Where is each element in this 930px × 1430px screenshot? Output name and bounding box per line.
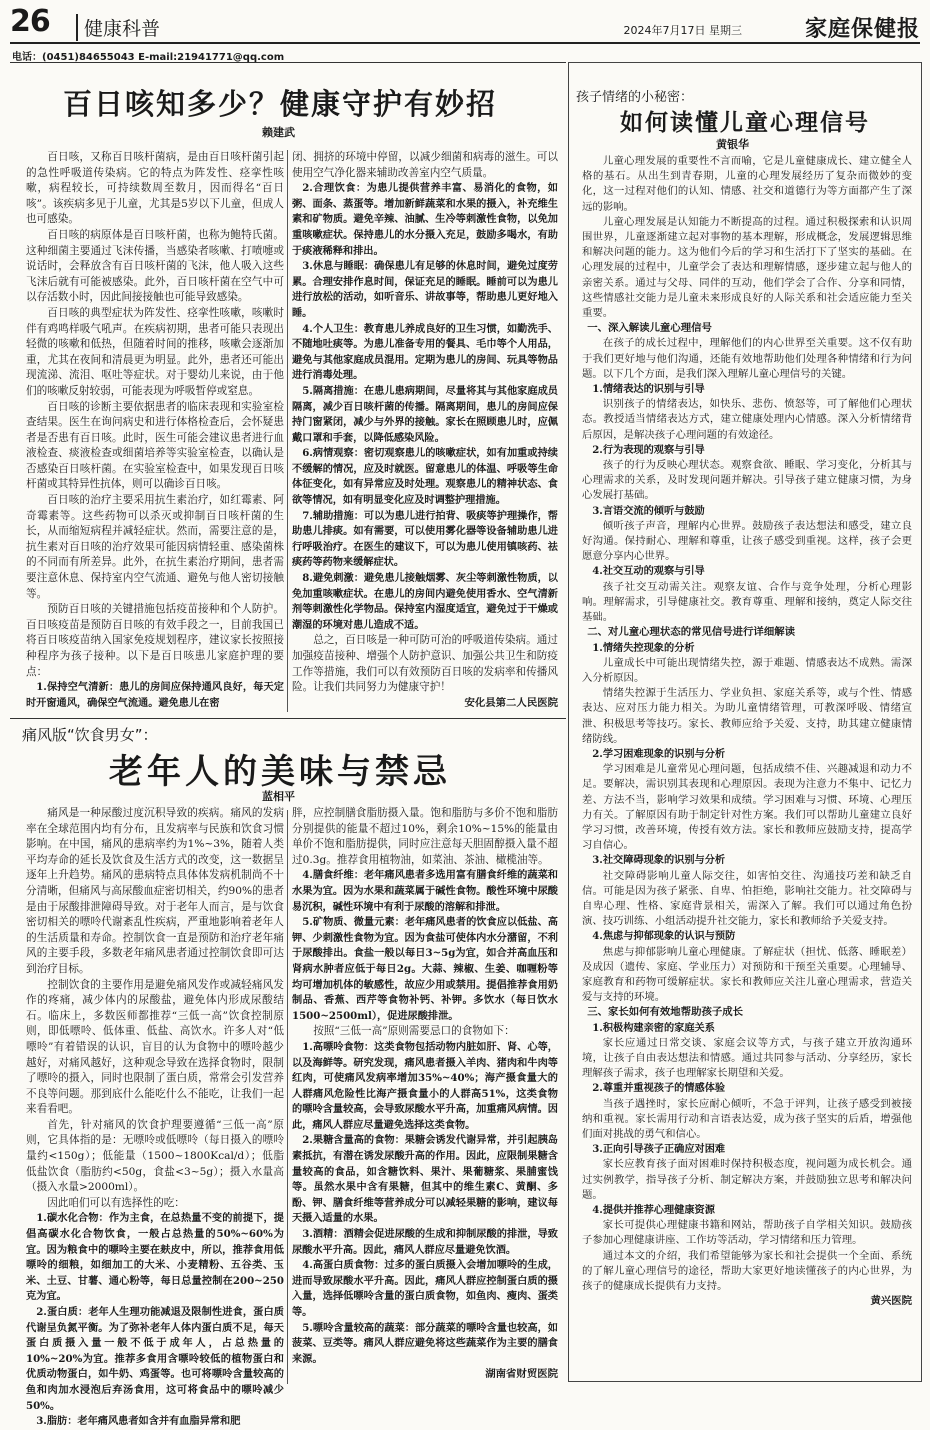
column-divider: [287, 810, 288, 1384]
subheading: 2.学习困难现象的识别与分析: [592, 747, 726, 760]
paragraph: 学习困难是儿童常见心理问题，包括成绩不佳、兴趣减退和动力不足。要解决，需识别其表现和心理原因。表现为注意力不集中、记忆力差、方法不当，影响学习效果和成绩。学习困难与习惯、环境、心理压力有关。了解原因有助于制定针对性方案。我们可以帮助儿童建立良好学习习惯，改善环境，传授有效方法。家长和教师应鼓励支持，提高学习自信心。: [582, 763, 912, 852]
subheading: 1.高嘌呤食物：这类食物包括动物内脏如肝、肾、心等，以及海鲜等。研究发现，痛风患者摄入羊肉、猪肉和牛肉等红肉，可使痛风发病率增加35%~40%；海产摄食量大的人群痛风危险性比海产摄食量小的人群高51%，这类食物的嘌呤含量较高，会导致尿酸水平升高，加重痛风病情。因此，痛风人群应尽量避免选择这类食物。: [292, 1040, 558, 1131]
paragraph: 因此咱们可以有选择性的吃：: [47, 1196, 185, 1209]
subheading: 3.言语交流的倾听与鼓励: [592, 504, 705, 517]
subheading: 3.正向引导孩子正确应对困难: [592, 1143, 726, 1156]
subheading: 2.果糖含量高的食物：果糖会诱发代谢异常，并引起胰岛素抵抗，有潜在诱发尿酸升高的作用。因此，应限制果糖含量较高的食品，如含糖饮料、果汁、果葡糖浆、果脯蜜饯等。虽然水果中含有果糖，但其中的维生素C、黄酮、多酚、钾、膳食纤维等营养成分可以减轻果糖的影响，建议每天摄入适量的水果。: [292, 1134, 558, 1225]
paragraph: 当孩子遇挫时，家长应耐心倾听，不急于评判，让孩子感受到被接纳和重视。家长需用行动和言语表达爱，成为孩子坚实的后盾，增强他们面对挑战的勇气和信心。: [582, 1097, 912, 1140]
contact-info: 电话：(0451)84655043 E-mail:21941771@qq.com: [12, 52, 285, 63]
article3-body: [582, 154, 912, 1380]
paragraph: 家长应通过日常交谈、家庭会议等方式，与孩子建立开放沟通环境，让孩子自由表达想法和情感。通过共同参与活动、分享经历，家长理解孩子需求，孩子也理解家长期望和关爱。: [582, 1036, 912, 1080]
article-divider: [10, 718, 566, 719]
subheading: 1.碳水化合物：作为主食，在总热量不变的前提下，提倡高碳水化合物饮食，一般占总热量的50%~60%为宜。因为粮食中的嘌呤主要在麸皮中，所以，推荐食用低嘌呤的细粮，如细加工的大米、小麦精粉、五谷类、玉米、土豆、甘薯、通心粉等，每日总量控制在200~250克为宜。: [26, 1212, 284, 1303]
subheading: 1.积极构建亲密的家庭关系: [592, 1021, 715, 1034]
paragraph: 家长可提供心理健康书籍和网站，帮助孩子自学相关知识。鼓励孩子参加心理健康讲座、工作坊等活动，学习情绪和压力管理。: [582, 1219, 912, 1247]
subheading: 3.休息与睡眠：确保患儿有足够的休息时间，避免过度劳累。合理安排作息时间，保证充足的睡眠。睡前可以为患儿进行放松的活动，如听音乐、讲故事等，帮助患儿更好地入睡。: [292, 260, 558, 319]
subheading: 1.情绪失控现象的分析: [592, 641, 695, 654]
article3-kicker: 孩子情绪的小秘密：: [576, 90, 694, 105]
paragraph: 胖，应控制膳食脂肪摄入量。饱和脂肪与多价不饱和脂肪分别提供的能量不超过10%，剩余10%~15%的能量由单价不饱和脂肪提供，同时应注意每天胆固醇摄入量不超过0.3g。推荐食用植物油，如菜油、茶油、橄榄油等。: [292, 807, 558, 866]
paragraph: 闭、拥挤的环境中停留，以减少细菌和病毒的滋生。可以使用空气净化器来辅助改善室内空气质量。: [292, 151, 558, 179]
paragraph: 百日咳的治疗主要采用抗生素治疗，如红霉素、阿奇霉素等。这些药物可以杀灭或抑制百日咳杆菌的生长，从而缩短病程并减轻症状。然而，需要注意的是，抗生素对百日咳的治疗效果可能因病情轻重、感染菌株的不同而有所差异。此外，在抗生素治疗期间，患者需要注意休息、保持室内空气流通、避免与他人密切接触等。: [26, 494, 284, 600]
subheading: 4.提供并推荐心理健康资源: [592, 1204, 715, 1217]
paragraph: 家长应教育孩子面对困难时保持积极态度，视问题为成长机会。通过实例教学，指导孩子分析、制定解决方案，并鼓励独立思考和解决问题。: [582, 1158, 912, 1201]
paragraph: 在孩子的成长过程中，理解他们的内心世界至关重要。这不仅有助于我们更好地与他们沟通，还能有效地帮助他们处理各种情绪和行为问题。以下几个方面，是我们深入理解儿童心理信号的关键。: [582, 337, 912, 380]
article1-column-2: [292, 150, 558, 716]
subheading: 5.嘌呤含量较高的蔬菜：部分蔬菜的嘌呤含量也较高，如菠菜、豆类等。痛风人群应避免将这些蔬菜作为主要的膳食来源。: [292, 1321, 558, 1365]
subheading: 3.酒精：酒精会促进尿酸的生成和抑制尿酸的排泄，导致尿酸水平升高。因此，痛风人群应尽量避免饮酒。: [292, 1228, 558, 1256]
paragraph: 识别孩子的情绪表达，如快乐、悲伤、愤怒等，可了解他们心理状态。教授适当情绪表达方式，建立健康处理内心情感。深入分析情绪背后原因，是解决孩子心理问题的有效途径。: [582, 398, 912, 441]
subheading: 三、家长如何有效地帮助孩子成长: [587, 1006, 744, 1019]
contact-divider: [10, 62, 566, 63]
paragraph: 百日咳的诊断主要依据患者的临床表现和实验室检查结果。医生在询问病史和进行体格检查后，会怀疑患者是否患有百日咳。此时，医生可能会建议患者进行血液检查、痰液检查或细菌培养等实验室检查，以确认是否感染百日咳杆菌。在实验室检查中，如果发现百日咳杆菌或其特异性抗体，则可以确诊百日咳。: [26, 400, 284, 491]
article1-column-1: [26, 150, 284, 716]
paragraph: 百日咳的典型症状为阵发性、痉挛性咳嗽，咳嗽时伴有鸡鸣样吸气吼声。在疾病初期，患者可能只表现出轻微的咳嗽和低热，但随着时间的推移，咳嗽会逐渐加重，尤其在夜间和清晨更为明显。此外，患者还可能出现流涕、流泪、呕吐等症状。对于婴幼儿来说，由于他们的咳嗽反射较弱，可能表现为呼吸暂停或窒息。: [26, 306, 284, 397]
subheading: 3.脂肪：老年痛风患者如含并有血脂异常和肥: [36, 1415, 241, 1428]
subheading: 4.个人卫生：教育患儿养成良好的卫生习惯，如勤洗手、不随地吐痰等。为患儿准备专用的餐具、毛巾等个人用品，避免与其他家庭成员混用。定期为患儿的房间、玩具等物品进行消毒处理。: [292, 322, 558, 382]
paragraph: 儿童心理发展是认知能力不断提高的过程。通过积极探索和认识周围世界，儿童逐渐建立起对事物的基本理解，形成概念，发展逻辑思维和解决问题的能力。这为他们今后的学习和生活打下了坚实的基础。在心理发展的过程中，儿童学会了表达和理解情感，逐步建立起与他人的亲密关系。通过与父母、同伴的互动，他们学会了合作、分享和同情，这些情感社交能力是儿童未来形成良好的人际关系和社会适应能力至关重要。: [582, 215, 912, 320]
paragraph: 孩子社交互动需关注。观察友谊、合作与竞争处理，分析心理影响。理解需求，引导健康社交。教育尊重、理解和接纳，奠定人际交往基础。: [582, 580, 912, 624]
paragraph: 儿童心理发展的重要性不言而喻，它是儿童健康成长、建立健全人格的基石。从出生到青春期，儿童的心理发展经历了复杂而微妙的变化，这一过程对他们的认知、情感、社交和道德行为等方面都产生了深远的影响。: [582, 155, 912, 213]
article1-author: 赖建武: [262, 126, 295, 139]
paragraph: 预防百日咳的关键措施包括疫苗接种和个人防护。百日咳疫苗是预防百日咳的有效手段之一，目前我国已将百日咳疫苗纳入国家免疫规划程序，建议家长按照接种程序为孩子接种。以下是百日咳患儿家庭护理的要点：: [26, 603, 284, 678]
subheading: 2.行为表现的观察与引导: [592, 443, 705, 456]
article2-title: 老年人的美味与禁忌: [109, 752, 451, 792]
paragraph: 通过本文的介绍，我们希望能够为家长和社会提供一个全面、系统的了解儿童心理信号的途径，帮助大家更好地读懂孩子的内心世界，为孩子的健康成长提供有力支持。: [582, 1249, 912, 1293]
paragraph: 百日咳的病原体是百日咳杆菌，也称为鲍特氏菌。这种细菌主要通过飞沫传播，当感染者咳嗽、打喷嚏或说话时，会释放含有百日咳杆菌的飞沫，他人吸入这些飞沫后就有可能被感染。此外，百日咳杆菌在空气中可以存活数小时，因此间接接触也可能导致感染。: [26, 228, 284, 304]
subheading: 4.高蛋白质食物：过多的蛋白质摄入会增加嘌呤的生成，进而导致尿酸水平升高。因此，痛风人群应控制蛋白质的摄入量，选择低嘌呤含量的蛋白质食物，如鱼肉、瘦肉、蛋类等。: [292, 1259, 558, 1318]
subheading: 4.焦虑与抑郁现象的认识与预防: [592, 930, 736, 943]
source-credit: 湖南省财贸医院: [485, 1368, 558, 1381]
article2-column-2: [292, 806, 558, 1386]
article2-column-1: [26, 806, 284, 1428]
subheading: 7.辅助措施：可以为患儿进行拍背、吸痰等护理操作，帮助患儿排痰。如有需要，可以使用雾化器等设备辅助患儿进行呼吸治疗。在医生的建议下，可以为患儿使用镇咳药、祛痰药等药物来缓解症状。: [292, 509, 558, 569]
article3-title: 如何读懂儿童心理信号: [620, 109, 870, 136]
issue-date: 2024年7月17日 星期三: [623, 24, 742, 37]
paragraph: 控制饮食的主要作用是避免痛风发作或减轻痛风发作的疼痛，减少体内的尿酸盐，避免体内形成尿酸结石。临床上，多数医师都推荐“三低一高”饮食控制原则，即低嘌呤、低体重、低盐、高饮水。许多人对“低嘌呤”有着错误的认识，盲目的认为食物中的嘌呤越少越好，对痛风越好，这种观念导致在选择食物时，限制了嘌呤的摄入，同时也限制了蛋白质，常常会引发营养不良等问题。那到底什么能吃什么不能吃，让我们一起来看看吧。: [26, 978, 284, 1116]
subheading: 5.矿物质、微量元素：老年痛风患者的饮食应以低盐、高钾、少刺激性食物为宜。因为食盐可使体内水分潴留，不利于尿酸排出。食盐一般以每日3~5g为宜，如合并高血压和肾病水肿者应低于每日2g。大蒜、辣椒、生姜、咖喱粉等均可增加机体的敏感性，故应少用或禁用。提倡推荐食用奶制品、香蕉、西芹等食物补钙、补钾。多饮水（每日饮水1500~2500ml），促进尿酸排泄。: [292, 916, 558, 1022]
article2-kicker: 痛风版“饮食男女”：: [22, 726, 158, 744]
paragraph: 总之，百日咳是一种可防可治的呼吸道传染病。通过加强疫苗接种、增强个人防护意识、加强公共卫生和防疫工作等措施，我们可以有效预防百日咳的发病率和传播风险。让我们共同努力为健康守护！: [292, 634, 558, 694]
source-credit: 黄兴医院: [870, 1295, 912, 1308]
masthead: [10, 4, 920, 44]
paragraph: 社交障碍影响儿童人际交往，如害怕交往、沟通技巧差和缺乏自信。可能是因为孩子紧张、自卑、怕拒绝，影响社交能力。社交障碍与自卑心理、性格、家庭背景相关，需深入了解。我们可以通过角色扮演、技巧训练、小组活动提升社交能力，家长和教师给予关爱支持。: [582, 869, 912, 928]
article2-author: 蓝相平: [262, 790, 295, 803]
subheading: 8.避免刺激：避免患儿接触烟雾、灰尘等刺激性物质，以免加重咳嗽症状。在患儿的房间内避免使用香水、空气清新剂等刺激性化学物品。保持室内湿度适宜，避免过于干燥或潮湿的环境对患儿造成不适。: [292, 572, 558, 631]
subheading: 5.隔离措施：在患儿患病期间，尽量将其与其他家庭成员隔离，减少百日咳杆菌的传播。隔离期间，患儿的房间应保持门窗紧闭，减少与外界的接触。家长在照顾患儿时，应佩戴口罩和手套，以降低感染风险。: [292, 384, 558, 444]
paragraph: 倾听孩子声音，理解内心世界。鼓励孩子表达想法和感受，建立良好沟通。保持耐心、理解和尊重，让孩子感受到重视。这样，孩子会更愿意分享内心世界。: [582, 519, 912, 563]
paragraph: 按照“三低一高”原则需要忌口的食物如下：: [313, 1025, 515, 1038]
paragraph: 百日咳，又称百日咳杆菌病，是由百日咳杆菌引起的急性呼吸道传染病。它的特点为阵发性、痉挛性咳嗽，病程较长，可持续数周至数月，因而得名“百日咳”。该疾病多见于儿童，尤其是5岁以下儿童，但成人也可感染。: [26, 151, 284, 226]
subheading: 4.社交互动的观察与引导: [592, 565, 705, 578]
paragraph: 痛风是一种尿酸过度沉积导致的疾病。痛风的发病率在全球范围内均有分布，且发病率与民族和饮食习惯影响。在中国，痛风的患病率约为1%~3%，随着人类平均寿命的延长及饮食及生活方式的改变，这一数据呈逐年上升趋势。痛风的患病特点具体体发病机制尚不十分清晰，但痛风与高尿酸血症密切相关，约90%的患者是由于尿酸排泄障碍导致。对于老年人而言，是与饮食密切相关的嘌呤代谢紊乱性疾病，严重地影响着老年人的生活质量和寿命。控制饮食一直是预防和治疗老年痛风的主要手段，多数老年痛风患者通过控制饮食即可达到治疗目标。: [26, 807, 284, 975]
paragraph: 情绪失控源于生活压力、学业负担、家庭关系等，或与个性、情感表达、应对压力能力相关。为助儿童情绪管理，可教深呼吸、情绪宣泄、积极思考等技巧。家长、教师应给予关爱、支持，助其建立健康情绪防线。: [582, 687, 912, 745]
column-divider: [287, 150, 288, 712]
subheading: 4.膳食纤维：老年痛风患者多选用富有膳食纤维的蔬菜和水果为宜。因为水果和蔬菜属于碱性食物。酸性环境中尿酸易沉积，碱性环境中有利于尿酸的溶解和排泄。: [292, 869, 558, 913]
subheading: 2.尊重并重视孩子的情感体验: [592, 1082, 726, 1095]
page-number: 26: [10, 4, 50, 39]
subheading: 2.合理饮食：为患儿提供营养丰富、易消化的食物，如粥、面条、蒸蛋等。增加新鲜蔬菜和水果的摄入，补充维生素和矿物质。避免辛辣、油腻、生冷等刺激性食物，以免加重咳嗽症状。保持患儿的水分摄入充足，鼓励多喝水，有助于痰液稀释和排出。: [292, 182, 558, 257]
subheading: 2.蛋白质：老年人生理功能减退及限制性进食，蛋白质代谢呈负氮平衡。为了弥补老年人体内蛋白质不足，每天蛋白质摄入量一般不低于成年人，占总热量的10%~20%为宜。推荐多食用含嘌呤较低的植物蛋白和优质动物蛋白，如牛奶、鸡蛋等。也可将嘌呤含量较高的鱼和肉加水浸泡后弃汤食用，这可将食品中的嘌呤减少50%。: [26, 1306, 284, 1412]
paper-name: 家庭保健报: [804, 16, 920, 42]
subheading: 3.社交障碍现象的识别与分析: [592, 854, 726, 867]
article1-title: 百日咳知多少？健康守护有妙招: [62, 87, 497, 121]
paragraph: 孩子的行为反映心理状态。观察食欲、睡眠、学习变化，分析其与心理需求的关系，及时发现问题并解决。引导孩子建立健康习惯，为身心发展打基础。: [582, 459, 912, 502]
paragraph: 首先，针对痛风的饮食护理要遵循“三低一高”原则，它具体指的是：无嘌呤或低嘌呤（每日摄入的嘌呤量约<150g）；低能量（1500~1800Kcal/d）；低脂低盐饮食（脂肪约<50g，食盐<3~5g）；摄入水量高（摄入水量>2000ml）。: [26, 1118, 284, 1194]
article3-author: 黄银华: [716, 138, 749, 151]
subheading: 1.情绪表达的识别与引导: [592, 383, 705, 396]
paragraph: 儿童成长中可能出现情绪失控，源于难题、情感表达不成熟。需深入分析原因。: [582, 656, 912, 684]
subheading: 6.病情观察：密切观察患儿的咳嗽症状，如有加重或持续不缓解的情况，应及时就医。留意患儿的体温、呼吸等生命体征变化，如有异常应及时处理。观察患儿的精神状态、食欲等情况，如有明显变化应及时调整护理措施。: [292, 447, 558, 507]
subheading: 1.保持空气清新：患儿的房间应保持通风良好，每天定时开窗通风，确保空气流通。避免患儿在密: [26, 681, 284, 709]
source-credit: 安化县第二人民医院: [464, 696, 558, 709]
subheading: 二、对儿童心理状态的常见信号进行详细解读: [587, 626, 795, 639]
subheading: 一、深入解读儿童心理信号: [587, 322, 712, 335]
paragraph: 焦虑与抑郁影响儿童心理健康。了解症状（担忧、低落、睡眠差）及成因（遗传、家庭、学业压力）对预防和干预至关重要。心理辅导、家庭教育和药物可缓解症状。家长和教师应关注儿童心理需求，营造关爱与支持的环境。: [582, 945, 912, 1004]
section-name: 健康科普: [76, 14, 160, 41]
